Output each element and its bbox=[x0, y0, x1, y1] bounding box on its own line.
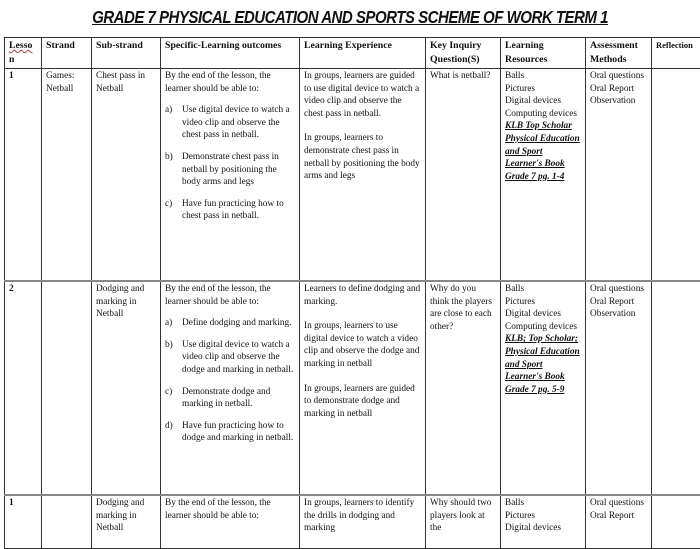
header-inquiry: Key Inquiry Question(S) bbox=[426, 38, 501, 69]
lesson-number: 1 bbox=[5, 69, 42, 282]
strand-cell bbox=[42, 495, 92, 549]
outcomes-cell bbox=[161, 281, 300, 495]
table-row bbox=[5, 495, 700, 549]
assessment-item: Oral Report bbox=[590, 296, 647, 309]
header-row bbox=[5, 38, 700, 69]
header-experience: Learning Experience bbox=[300, 38, 426, 69]
outcome-item: b) Use digital device to watch a video clip and observe the dodge and marking in netball. bbox=[165, 339, 295, 377]
outcomes-cell bbox=[161, 495, 300, 549]
lesson-number: 1 bbox=[5, 495, 42, 549]
assessment-item: Oral Report bbox=[590, 510, 647, 523]
experience-cell bbox=[300, 281, 426, 495]
resource-item: Pictures bbox=[505, 510, 581, 523]
experience-item: In groups, learners to identify the drills in dodging and marking bbox=[304, 497, 421, 535]
assessment-item: Oral questions bbox=[590, 497, 647, 510]
header-strand: Strand bbox=[42, 38, 92, 69]
outcomes-cell bbox=[161, 69, 300, 282]
scheme-of-work-table bbox=[4, 37, 700, 549]
reflection-cell bbox=[652, 495, 700, 549]
experience-cell bbox=[300, 69, 426, 282]
header-resources: Learning Resources bbox=[501, 38, 586, 69]
header-assessment: Assessment Methods bbox=[586, 38, 652, 69]
resource-item: Balls bbox=[505, 283, 581, 296]
assessment-item: Observation bbox=[590, 95, 647, 108]
resource-item: Digital devices bbox=[505, 308, 581, 321]
outcomes-list bbox=[165, 317, 295, 445]
header-outcomes: Specific-Learning outcomes bbox=[161, 38, 300, 69]
outcomes-intro: By the end of the lesson, the learner should be able to: bbox=[165, 70, 295, 95]
outcome-item: a) Use digital device to watch a video clip and observe the chest pass in netball. bbox=[165, 104, 295, 142]
reflection-cell bbox=[652, 281, 700, 495]
header-lesson: Lesso n bbox=[5, 38, 42, 69]
experience-cell bbox=[300, 495, 426, 549]
assessment-item: Oral questions bbox=[590, 70, 647, 83]
resource-item: Digital devices bbox=[505, 522, 581, 535]
outcomes-intro: By the end of the lesson, the learner should be able to: bbox=[165, 497, 295, 522]
sub-strand-cell: Dodging and marking in Netball bbox=[92, 495, 161, 549]
outcome-item: a) Define dodging and marking. bbox=[165, 317, 295, 330]
assessment-cell bbox=[586, 495, 652, 549]
assessment-item: Oral Report bbox=[590, 83, 647, 96]
resource-item: Computing devices bbox=[505, 321, 581, 334]
outcome-item: d) Have fun practicing how to dodge and marking in netball. bbox=[165, 420, 295, 445]
resource-item: Digital devices bbox=[505, 95, 581, 108]
outcomes-list bbox=[165, 104, 295, 223]
textbook-reference: KLB; Top Scholar; Physical Education and Sport Learner's Book Grade 7 pg. 5-9 bbox=[505, 333, 581, 396]
document-title: GRADE 7 PHYSICAL EDUCATION AND SPORTS SCHEME OF WORK TERM 1 bbox=[49, 7, 651, 28]
experience-item: In groups, learners are guided to use digital device to watch a video clip and observe the chest pass in netball. bbox=[304, 70, 421, 120]
resources-cell bbox=[501, 69, 586, 282]
strand-cell: Games: Netball bbox=[42, 69, 92, 282]
assessment-cell bbox=[586, 281, 652, 495]
resources-cell bbox=[501, 495, 586, 549]
assessment-cell bbox=[586, 69, 652, 282]
experience-item: In groups, learners to use digital device to watch a video clip and observe the dodge and marking in netball bbox=[304, 320, 421, 370]
resource-item: Balls bbox=[505, 497, 581, 510]
strand-cell bbox=[42, 281, 92, 495]
lesson-number: 2 bbox=[5, 281, 42, 495]
assessment-item: Oral questions bbox=[590, 283, 647, 296]
resources-cell bbox=[501, 281, 586, 495]
experience-item: In groups, learners are guided to demonstrate dodge and marking in netball bbox=[304, 383, 421, 421]
resource-item: Pictures bbox=[505, 83, 581, 96]
reflection-cell bbox=[652, 69, 700, 282]
inquiry-cell: Why should two players look at the bbox=[426, 495, 501, 549]
assessment-item: Observation bbox=[590, 308, 647, 321]
header-reflection: Reflection bbox=[652, 38, 700, 69]
outcome-item: c) Have fun practicing how to chest pass in netball. bbox=[165, 198, 295, 223]
inquiry-cell: What is netball? bbox=[426, 69, 501, 282]
resource-item: Pictures bbox=[505, 296, 581, 309]
outcome-item: c) Demonstrate dodge and marking in netball. bbox=[165, 386, 295, 411]
outcomes-intro: By the end of the lesson, the learner should be able to: bbox=[165, 283, 295, 308]
header-sub-strand: Sub-strand bbox=[92, 38, 161, 69]
sub-strand-cell: Dodging and marking in Netball bbox=[92, 281, 161, 495]
sub-strand-cell: Chest pass in Netball bbox=[92, 69, 161, 282]
table-row bbox=[5, 69, 700, 282]
inquiry-cell: Why do you think the players are close to each other? bbox=[426, 281, 501, 495]
resource-item: Computing devices bbox=[505, 108, 581, 121]
experience-item: Learners to define dodging and marking. bbox=[304, 283, 421, 308]
textbook-reference: KLB Top Scholar Physical Education and Sport Learner's Book Grade 7 pg. 1-4 bbox=[505, 120, 581, 183]
resource-item: Balls bbox=[505, 70, 581, 83]
table-row bbox=[5, 281, 700, 495]
outcome-item: b) Demonstrate chest pass in netball by positioning the body arms and legs bbox=[165, 151, 295, 189]
experience-item: In groups, learners to demonstrate chest pass in netball by positioning the body arms and legs bbox=[304, 132, 421, 182]
